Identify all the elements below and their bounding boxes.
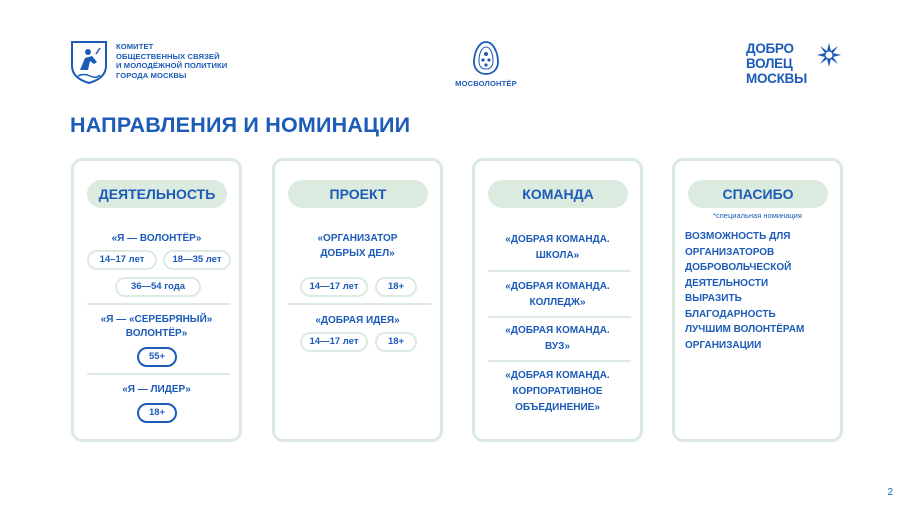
nomination-label: «Я — ВОЛОНТЁР» xyxy=(111,233,202,244)
committee-line: И МОЛОДЁЖНОЙ ПОЛИТИКИ xyxy=(116,61,228,71)
card-heading: ДЕЯТЕЛЬНОСТЬ xyxy=(87,180,227,208)
age-badge: 14—17 лет xyxy=(300,277,368,297)
logo-line: ВОЛЕЦ xyxy=(746,56,793,71)
card-heading: КОМАНДА xyxy=(488,180,628,208)
age-badge: 14–17 лет xyxy=(87,250,157,270)
card-project xyxy=(272,158,443,442)
mosvolonter-logo xyxy=(455,40,517,88)
committee-logo xyxy=(70,40,227,84)
age-badge: 18+ xyxy=(137,403,177,423)
nomination-label: КОЛЛЕДЖ» xyxy=(529,297,586,308)
divider xyxy=(488,270,631,272)
nomination-label: «ДОБРАЯ КОМАНДА. xyxy=(505,325,610,336)
age-badge: 14—17 лет xyxy=(300,332,368,352)
divider xyxy=(488,360,631,362)
card-activity xyxy=(71,158,242,442)
logo-line: ДОБРО xyxy=(746,41,794,56)
dobrovolets-star-icon xyxy=(816,42,842,68)
committee-line: ГОРОДА МОСКВЫ xyxy=(116,70,187,80)
special-nomination-note: *специальная номинация xyxy=(713,211,802,220)
nomination-label: «ДОБРАЯ КОМАНДА. xyxy=(505,234,610,245)
age-badge: 36—54 года xyxy=(115,277,201,297)
card-team xyxy=(472,158,643,442)
description-line: ВОЗМОЖНОСТЬ ДЛЯ xyxy=(685,231,791,242)
divider xyxy=(87,303,230,305)
description-line: ДЕЯТЕЛЬНОСТИ xyxy=(685,277,769,289)
mosvolonter-label: МОСВОЛОНТЁР xyxy=(455,79,517,88)
nomination-label: КОРПОРАТИВНОЕ xyxy=(512,386,603,397)
nomination-label: ШКОЛА» xyxy=(535,250,580,261)
description-line: БЛАГОДАРНОСТЬ xyxy=(685,308,776,320)
card-heading: ПРОЕКТ xyxy=(288,180,428,208)
nomination-label: «ДОБРАЯ КОМАНДА. xyxy=(505,370,610,381)
divider xyxy=(288,303,431,305)
divider xyxy=(488,316,631,318)
nomination-label: ВУЗ» xyxy=(545,341,570,352)
mosvolonter-egg-icon xyxy=(472,40,500,76)
committee-line: КОМИТЕТ xyxy=(116,42,154,51)
nomination-label: «ОРГАНИЗАТОР xyxy=(317,233,398,244)
description-line: ОРГАНИЗАТОРОВ xyxy=(685,246,775,258)
nomination-label: ДОБРЫХ ДЕЛ» xyxy=(320,248,395,259)
nomination-label: ОБЪЕДИНЕНИЕ» xyxy=(515,402,600,413)
divider xyxy=(87,373,230,375)
description-line: ДОБРОВОЛЬЧЕСКОЙ xyxy=(685,262,792,273)
description-line: ОРГАНИЗАЦИИ xyxy=(685,339,762,351)
nomination-label: «Я — ЛИДЕР» xyxy=(122,384,191,395)
age-badge: 18+ xyxy=(375,332,417,352)
nomination-label: ВОЛОНТЁР» xyxy=(125,328,188,339)
dobrovolets-logo xyxy=(746,42,846,88)
nomination-label: «ДОБРАЯ КОМАНДА. xyxy=(505,281,610,292)
committee-line: ОБЩЕСТВЕННЫХ СВЯЗЕЙ xyxy=(116,51,220,61)
description-line: ВЫРАЗИТЬ xyxy=(685,293,742,304)
nomination-label: «Я — «СЕРЕБРЯНЫЙ» xyxy=(100,314,213,325)
description-line: ЛУЧШИМ ВОЛОНТЁРАМ xyxy=(685,324,805,335)
age-badge: 18—35 лет xyxy=(163,250,231,270)
page-title: НАПРАВЛЕНИЯ И НОМИНАЦИИ xyxy=(70,113,411,137)
nomination-label: «ДОБРАЯ ИДЕЯ» xyxy=(315,315,400,326)
moscow-coat-of-arms-icon xyxy=(70,40,108,84)
logo-line: МОСКВЫ xyxy=(746,71,807,86)
page-number: 2 xyxy=(887,487,893,498)
card-heading: СПАСИБО xyxy=(688,180,828,208)
age-badge: 55+ xyxy=(137,347,177,367)
age-badge: 18+ xyxy=(375,277,417,297)
committee-name xyxy=(116,42,227,80)
card-thanks xyxy=(672,158,843,442)
